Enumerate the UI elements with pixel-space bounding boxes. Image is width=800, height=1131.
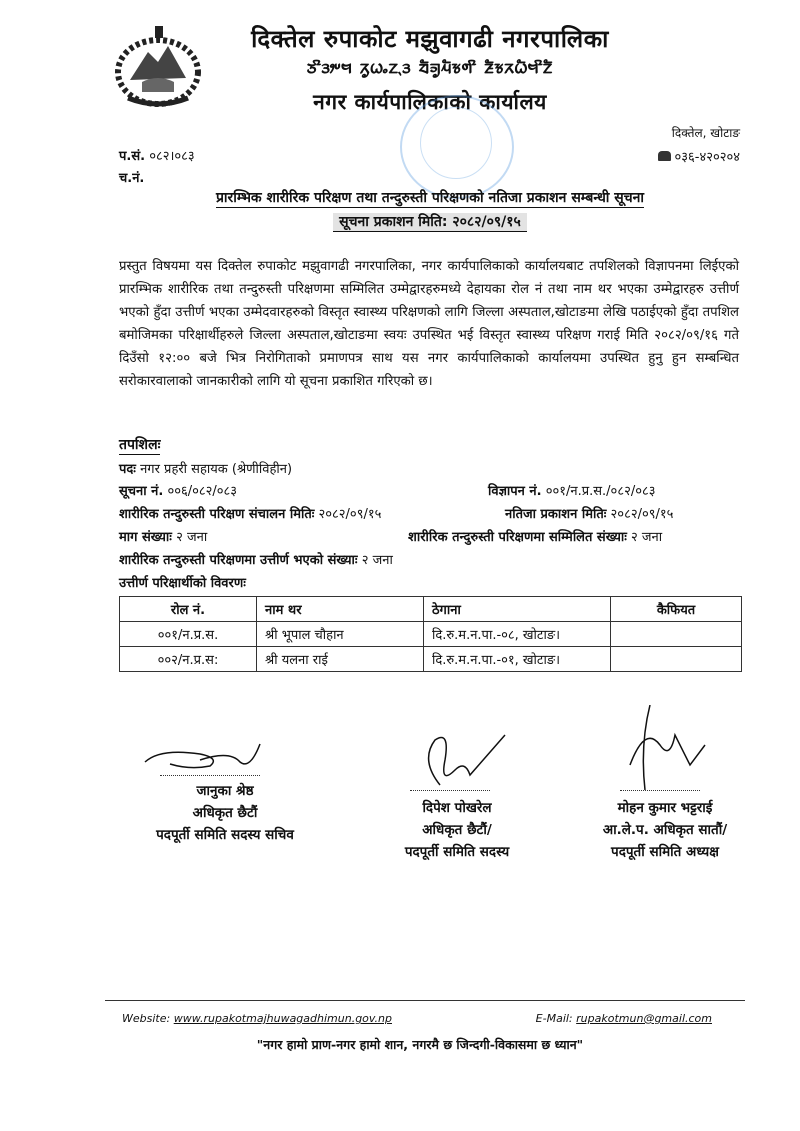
signatory-3-title: आ.ले.प. अधिकृत सातौं/ — [602, 822, 728, 838]
reference-number — [119, 146, 195, 164]
dispatch-number-label: च.नं. — [119, 171, 145, 186]
telephone-icon — [658, 151, 671, 161]
municipality-name: दिक्तेल रुपाकोट मझुवागढी नगरपालिका — [251, 25, 609, 53]
table-header-row — [120, 597, 742, 622]
notice-subject: प्रारम्भिक शारीरिक परिक्षण तथा तन्दुरुस्ती परिक्षणको नतिजा प्रकाशन सम्बन्धी सूचना — [215, 190, 645, 206]
cell-remarks — [611, 647, 742, 672]
cell-address: दि.रु.म.न.पा.-०१, खोटाङ। — [424, 647, 611, 672]
demand-count-field: माग संख्याः २ जना — [119, 530, 208, 545]
website-link[interactable]: www.rupakotmajhuwagadhimun.gov.np — [173, 1012, 392, 1025]
signatory-1-title: अधिकृत छैटौं — [192, 805, 258, 821]
column-remarks: कैफियत — [611, 597, 742, 622]
signature-line-3 — [620, 790, 700, 791]
advert-number-field: विज्ञापन नं. ००१/न.प्र.स./०८२/०८३ — [488, 484, 656, 499]
signatory-2 — [372, 797, 542, 863]
footer-motto: "नगर हामो प्राण-नगर हामो शान, नगरमै छ जिन्दगी-विकासमा छ ध्यान" — [256, 1037, 584, 1052]
signature-3-icon — [600, 705, 710, 795]
candidates-heading: उत्तीर्ण परिक्षार्थीको विवरणः — [119, 576, 246, 591]
municipality-name-limbu-script: ᤍᤡᤋᤣᤸᤗ ᤖᤢᤐᤱᤁᤷᤋ ᤔᤠᤈᤢᤘᤠᤃᤛᤡ ᤏᤠᤃᤖᤐᤠᤗᤡᤁᤠ — [306, 56, 554, 78]
signatory-2-role: पदपूर्ती समिति सदस्य — [404, 844, 510, 860]
details-heading: तपशिलः — [119, 437, 161, 453]
table-row — [120, 647, 742, 672]
column-address: ठेगाना — [424, 597, 611, 622]
test-date-field: शारीरिक तन्दुरुस्ती परिक्षण संचालन मितिः २०८२/०९/१५ — [119, 507, 382, 522]
notice-number-field: सूचना नं. ००६/०८२/०८३ — [119, 484, 238, 499]
notice-publication-date: सूचना प्रकाशन मिति: २०८२/०९/१५ — [150, 212, 710, 231]
office-phone — [658, 147, 740, 165]
footer-email: E-Mail: rupakotmun@gmail.com — [535, 1012, 712, 1025]
signatory-2-title: अधिकृत छैटौं/ — [422, 822, 492, 838]
signature-1-icon — [140, 740, 270, 780]
reference-number-label: प.सं. — [119, 149, 146, 164]
cell-roll: ००१/न.प्र.स. — [120, 622, 257, 647]
office-stamp — [400, 95, 514, 199]
table-row — [120, 622, 742, 647]
signatory-3-role: पदपूर्ती समिति अध्यक्ष — [611, 844, 719, 860]
signatory-1-role: पदपूर्ती समिति सदस्य सचिव — [156, 827, 294, 843]
cell-roll: ००२/न.प्र.स: — [120, 647, 257, 672]
cell-remarks — [611, 622, 742, 647]
nepal-government-emblem-icon — [112, 22, 204, 110]
office-name: नगर कार्यपालिकाको कार्यालय — [313, 90, 547, 114]
cell-address: दि.रु.म.न.पा.-०८, खोटाङ। — [424, 622, 611, 647]
signature-line-2 — [410, 790, 490, 791]
signature-2-icon — [410, 730, 510, 790]
participated-count-field: शारीरिक तन्दुरुस्ती परिक्षणमा सम्मिलित संख्याः २ जना — [408, 530, 663, 545]
phone-number: ०३६-४२०२०४ — [674, 150, 740, 165]
result-date-field: नतिजा प्रकाशन मितिः २०८२/०९/१५ — [505, 507, 674, 522]
signatory-2-name: दिपेश पोखरेल — [422, 800, 492, 816]
notice-body: प्रस्तुत विषयमा यस दिक्तेल रुपाकोट मझुवागढी नगरपालिका, नगर कार्यपालिकाको कार्यालयबाट तपशिलको विज्ञापनमा लिईएको प्रारम्भिक शारीरिक तथा तन्दुरुस्ती परिक्षणमा सम्मिलित उम्मेद्वारहरुमध्ये देहायका रोल नं तथा नाम थर भएका उम्मेद्वारहरु उत्तीर्ण भएको हुँदा उत्तीर्ण भएका उम्मेदवारहरुको विस्तृत स्वास्थ्य परिक्षणको लागि जिल्ला अस्पताल,खोटाङमा लेखि पठाईएको हुँदा तपशिल बमोजिमका परिक्षार्थीहरुले जिल्ला अस्पताल,खोटाङमा स्वयः उपस्थित भई विस्तृत स्वास्थ्य परिक्षण गराई मिति २०८२/०९/१६ गते दिउँसो १२:०० बजे भित्र निरोगिताको प्रमाणपत्र साथ यस नगर कार्यपालिकाको कार्यालयमा उपस्थित हुनु हुन सम्बन्धित सरोकारवालाको जानकारीको लागि यो सूचना प्रकाशित गरिएको छ। — [119, 259, 739, 389]
column-roll: रोल नं. — [120, 597, 257, 622]
footer-divider — [105, 1000, 745, 1001]
signature-line-1 — [160, 775, 260, 776]
signatory-3 — [580, 797, 750, 863]
signatory-3-name: मोहन कुमार भट्टराई — [617, 800, 713, 816]
signatory-1 — [120, 780, 330, 846]
footer-website: Website: www.rupakotmajhuwagadhimun.gov.np — [122, 1012, 392, 1025]
post-field: पदः नगर प्रहरी सहायक (श्रेणीविहीन) — [119, 462, 293, 477]
column-name: नाम थर — [257, 597, 424, 622]
cell-name: श्री यलना राई — [257, 647, 424, 672]
results-table — [119, 596, 742, 672]
office-location: दिक्तेल, खोटाङ — [671, 126, 740, 140]
cell-name: श्री भूपाल चौहान — [257, 622, 424, 647]
signatory-1-name: जानुका श्रेष्ठ — [196, 783, 254, 799]
email-link[interactable]: rupakotmun@gmail.com — [576, 1012, 712, 1025]
passed-count-field: शारीरिक तन्दुरुस्ती परिक्षणमा उत्तीर्ण भएको संख्याः २ जना — [119, 553, 393, 568]
reference-number-value: ०८२।०८३ — [149, 149, 195, 164]
